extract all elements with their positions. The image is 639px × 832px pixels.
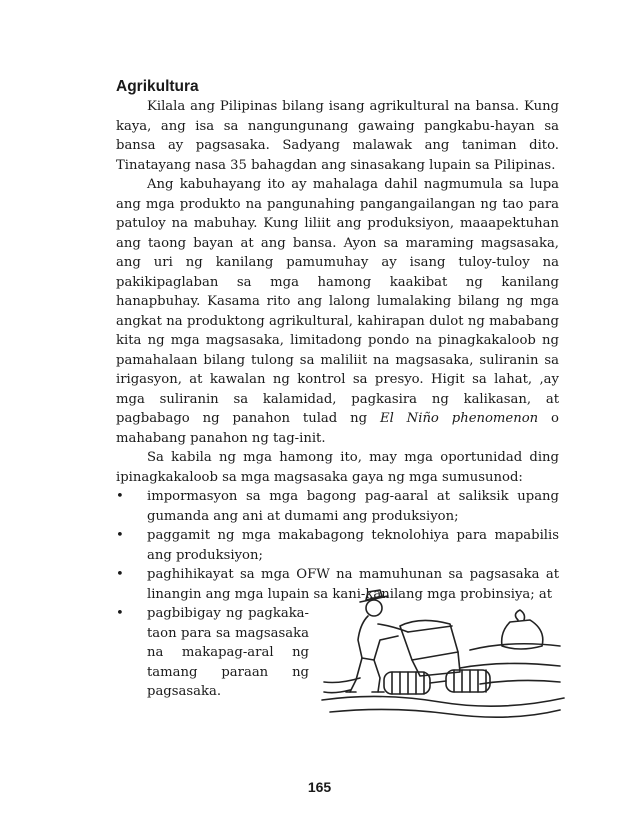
bullet-icon: • — [116, 489, 124, 504]
bullet-icon: • — [116, 528, 124, 543]
paragraph-2 — [116, 175, 559, 448]
list-item-text: pagbibigay ng pagkaka-taon para sa magsasaka na makapag-aral ng tamang paraan ng pagsasaka. — [147, 606, 309, 699]
paragraph-1: Kilala ang Pilipinas bilang isang agrikultural na bansa. Kung kaya, ang isa sa nangungunang gawaing pangkabu-hayan sa bansa ay pagsasaka. Sadyang malawak ang taniman dito. Tinatayang nasa 35 bahagdan ang sinasakang lupain sa Pilipinas. — [116, 99, 559, 173]
el-nino-term: El Niño phenomenon — [379, 411, 539, 426]
paragraph-3: Sa kabila ng mga hamong ito, may mga oportunidad ding ipinagkakaloob sa mga magsasaka gaya ng mga sumusunod: — [116, 450, 559, 485]
list-item-text: impormasyon sa mga bagong pag-aaral at saliksik upang gumanda ang ani at dumami ang produksiyon; — [147, 489, 559, 524]
list-item-text: paggamit ng mga makabagong teknolohiya para mapabilis ang produksiyon; — [147, 528, 559, 563]
bullet-icon: • — [116, 606, 124, 621]
list-item-text: paghihikayat sa mga OFW na mamuhunan sa pagsasaka at linangin ang mga lupain sa kani-kanilang mga probinsiya; at — [147, 567, 559, 602]
list-item — [116, 526, 559, 565]
paragraph-2-text: Ang kabuhayang ito ay mahalaga dahil nagmumula sa lupa ang mga produkto na pangunahing pangangailangan ng tao para patuloy na mabuhay. Kung liliit ang produksiyon, maaapektuhan ang taong bayan at ang bansa. Ayon sa maraming magsasaka, ang uri ng kanilang pamumuhay ay isang tuloy-tuloy na pakikipaglaban sa mga hamong kaakibat ng kanilang hanapbuhay. Kasama rito ang lalong lumalaking bilang ng mga angkat na produktong agrikultural, kahirapan dulot ng mababang kita ng mga magsasaka, limitadong pondo na pinagkakaloob ng pamahalaan bilang tulong sa maliliit na magsasaka, suliranin sa irigasyon, at kawalan ng kontrol sa presyo. Higit sa lahat, ,ay mga suliranin sa kalamidad, pagkasira ng kalikasan, at pagbabago ng panahon tulad ng — [116, 177, 559, 426]
page-number: 165 — [307, 779, 332, 795]
farmer-with-machine-illustration — [320, 580, 566, 722]
bullet-icon: • — [116, 567, 124, 582]
section-heading: Agrikultura — [116, 78, 199, 95]
list-item — [116, 487, 559, 526]
list-item — [116, 604, 309, 702]
paragraph-2-tail: o mahabang panahon ng tag-init. — [116, 411, 559, 446]
